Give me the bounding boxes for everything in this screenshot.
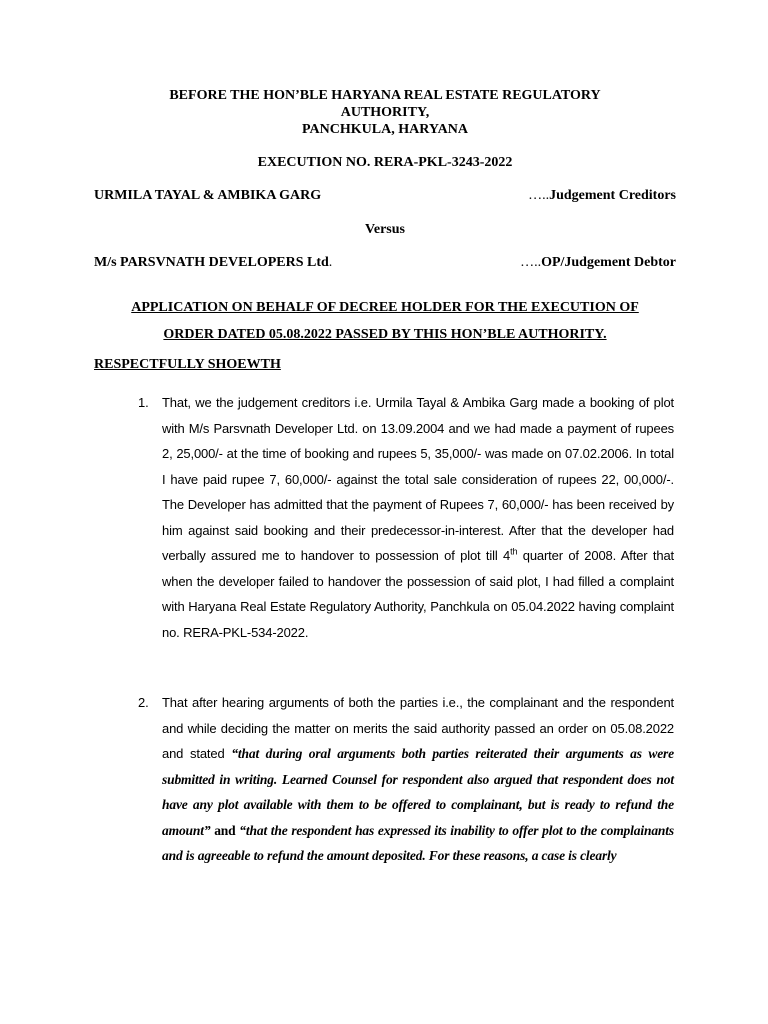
- respectfully-heading: RESPECTFULLY SHOEWTH: [94, 357, 281, 372]
- paragraph-2-quote-2: “that the respondent has expressed its inability to offer plot to the complainants and is agreeable to refund the amount deposited. For these reasons, a case is clearly: [162, 822, 674, 863]
- application-line-1: APPLICATION ON BEHALF OF DECREE HOLDER FOR THE EXECUTION OF: [131, 300, 639, 315]
- creditors-name: URMILA TAYAL & AMBIKA GARG: [94, 188, 322, 203]
- court-line-3: PANCHKULA, HARYANA: [302, 122, 468, 137]
- debtor-role: OP/Judgement Debtor: [541, 255, 676, 270]
- creditors-dots: …..: [528, 188, 550, 203]
- versus-label: Versus: [365, 222, 405, 237]
- paragraph-2-text-a: That after hearing arguments of both the parties i.e., the complainant and the respondent and while deciding the matter on merits the said authority passed an order on 05.08.2022 and stated: [162, 695, 674, 761]
- paragraph-2: [138, 690, 674, 869]
- paragraph-1-text: [162, 390, 674, 645]
- paragraph-1-number: 1.: [138, 395, 149, 410]
- paragraph-2-text: [162, 690, 674, 869]
- creditors-role: Judgement Creditors: [549, 188, 676, 203]
- debtor-row: [94, 255, 676, 271]
- paragraph-2-and: and: [210, 822, 240, 838]
- paragraph-2-number: 2.: [138, 695, 149, 710]
- creditors-role-wrap: [528, 188, 676, 204]
- paragraph-1-superscript: th: [510, 546, 518, 557]
- paragraph-1: [138, 390, 674, 645]
- debtor-role-wrap: [520, 255, 676, 271]
- paragraph-1-text-a: That, we the judgement creditors i.e. Urmila Tayal & Ambika Garg made a booking of plot with M/s Parsvnath Developer Ltd. on 13.09.2004 and we had made a payment of rupees 2, 25,000/- at the time of booking and rupees 5, 35,000/- was made on 07.02.2006. In total I have paid rupee 7, 60,000/- against the total sale consideration of rupees 22, 00,000/-. The Developer has admitted that the payment of Rupees 7, 60,000/- has been received by him against said booking and their predecessor-in-interest. After that the developer had verbally assured me to handover to possession of plot till 4: [162, 395, 674, 563]
- debtor-dot: .: [328, 255, 333, 270]
- paragraph-1-text-b: quarter of 2008. After that when the developer failed to handover the possession of said plot, I had filled a complaint with Haryana Real Estate Regulatory Authority, Panchkula on 05.04.2022 having complaint no. RERA-PKL-534-2022.: [162, 548, 674, 640]
- application-line-2: ORDER DATED 05.08.2022 PASSED BY THIS HON’BLE AUTHORITY.: [163, 327, 607, 342]
- paragraph-2-quote-1: “that during oral arguments both parties reiterated their arguments as were submitted in writing. Learned Counsel for respondent also argued that respondent does not have any plot available with them to be offered to complainant, but is ready to refund the amount”: [162, 746, 674, 838]
- execution-number: EXECUTION NO. RERA-PKL-3243-2022: [257, 155, 513, 170]
- debtor-name-wrap: [94, 255, 332, 270]
- application-heading: [94, 294, 676, 348]
- debtor-dots: …..: [520, 255, 542, 270]
- creditors-row: [94, 188, 676, 204]
- court-line-1: BEFORE THE HON’BLE HARYANA REAL ESTATE REGULATORY: [169, 88, 601, 103]
- court-line-2: AUTHORITY,: [340, 105, 430, 120]
- debtor-name: M/s PARSVNATH DEVELOPERS Ltd: [94, 255, 329, 270]
- court-heading: [90, 87, 680, 138]
